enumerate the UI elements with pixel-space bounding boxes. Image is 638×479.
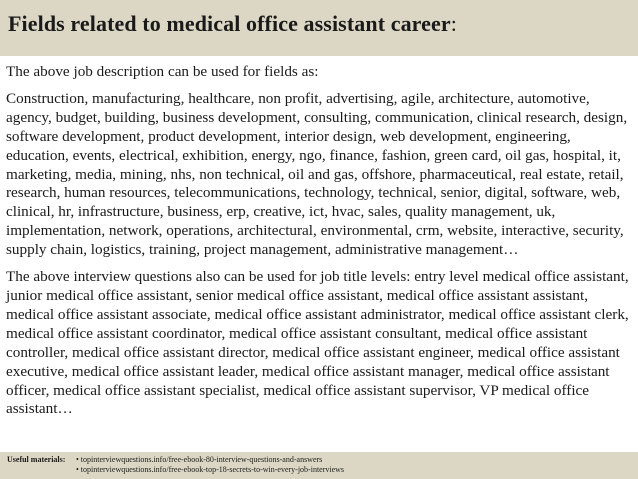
footer-link-ebook-80[interactable]: • topinterviewquestions.info/free-ebook-80-interview-questions-and-answers <box>76 455 323 464</box>
title-text: Fields related to medical office assistant career <box>8 11 451 36</box>
page-title <box>8 11 457 37</box>
footer-link-ebook-18[interactable]: • topinterviewquestions.info/free-ebook-top-18-secrets-to-win-every-job-interviews <box>76 464 345 474</box>
fields-list-paragraph: Construction, manufacturing, healthcare, non profit, advertising, agile, architecture, automotive, agency, budget, building, business development, consulting, communication, clinical research, design, software development, product development, interior design, web development, engineering, education, events, electrical, exhibition, energy, ngo, finance, fashion, green card, oil gas, hospital, it, marketing, media, mining, nhs, non technical, oil and gas, offshore, pharmaceutical, real estate, retail, research, human resources, telecommunications, technology, technical, senior, digital, software, web, clinical, hr, infrastructure, business, erp, creative, ict, hvac, sales, quality management, uk, implementation, network, operations, architectural, environmental, crm, website, interactive, security, supply chain, logistics, training, project management, administrative management… <box>6 89 628 259</box>
footer-links <box>76 455 344 474</box>
title-colon: : <box>450 11 457 36</box>
footer-label: Useful materials: <box>7 455 66 464</box>
title-bar <box>0 0 638 56</box>
intro-paragraph: The above job description can be used for fields as: <box>6 63 319 80</box>
job-levels-paragraph: The above interview questions also can be used for job title levels: entry level medical office assistant, junior medical office assistant, senior medical office assistant, medical office assistant assistant, medical office assistant associate, medical office assistant administrator, medical office assistant clerk, medical office assistant coordinator, medical office assistant consultant, medical office assistant controller, medical office assistant director, medical office assistant engineer, medical office assistant executive, medical office assistant leader, medical office assistant manager, medical office assistant officer, medical office assistant specialist, medical office assistant supervisor, VP medical office assistant… <box>6 268 629 418</box>
slide-content <box>6 63 634 427</box>
footer-bar <box>0 452 638 479</box>
